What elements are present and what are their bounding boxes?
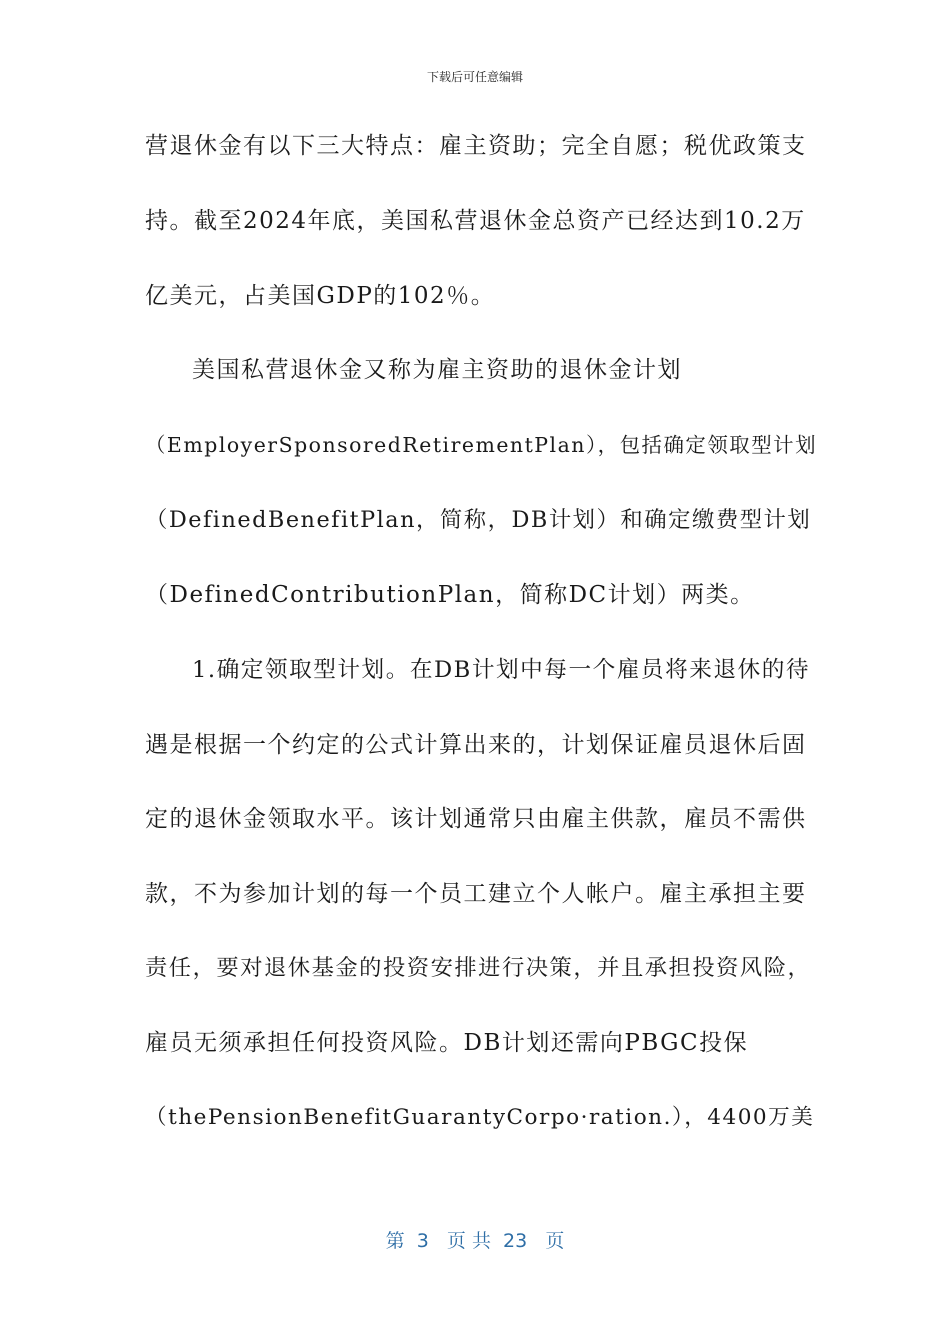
page-header-note: 下载后可任意编辑 (426, 70, 523, 84)
body-line-4: 美国私营退休金又称为雇主资助的退休金计划 (192, 357, 682, 383)
body-line-9: 遇是根据一个约定的公式计算出来的，计划保证雇员退休后固 (145, 732, 807, 758)
body-line-5: （EmployerSponsoredRetirementPlan），包括确定领取型计划 (145, 433, 818, 457)
body-line-10: 定的退休金领取水平。该计划通常只由雇主供款，雇员不需供 (145, 806, 807, 832)
body-line-2: 持。截至2024年底，美国私营退休金总资产已经达到10.2万 (145, 208, 806, 234)
body-line-12: 责任，要对退休基金的投资安排进行决策，并且承担投资风险， (145, 955, 812, 981)
body-line-13: 雇员无须承担任何投资风险。DB计划还需向PBGC投保 (145, 1030, 749, 1056)
page-number-footer: 第 3 页 共 23 页 (385, 1230, 565, 1252)
body-line-7: （DefinedContributionPlan，简称DC计划）两类。 (145, 582, 755, 608)
body-line-14: （thePensionBenefitGuarantyCorpo·ration.），4400万美 (145, 1105, 815, 1130)
body-line-11: 款，不为参加计划的每一个员工建立个人帐户。雇主承担主要 (145, 881, 807, 907)
body-line-1: 营退休金有以下三大特点：雇主资助；完全自愿；税优政策支 (145, 133, 807, 159)
body-line-8: 1.确定领取型计划。在DB计划中每一个雇员将来退休的待 (192, 657, 811, 683)
body-line-6: （DefinedBenefitPlan，简称，DB计划）和确定缴费型计划 (145, 507, 812, 533)
body-line-3: 亿美元，占美国GDP的102％。 (145, 283, 496, 309)
